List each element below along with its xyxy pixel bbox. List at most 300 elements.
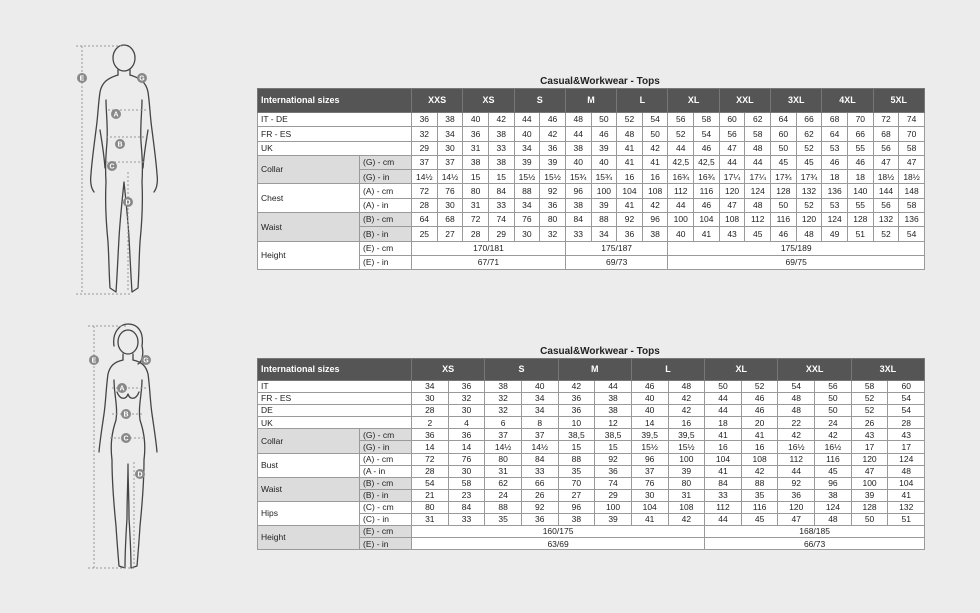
size-cell: 45 <box>796 155 822 169</box>
size-cell: 38 <box>565 198 591 212</box>
size-cell: 28 <box>888 417 925 429</box>
size-cell: 124 <box>815 501 852 513</box>
size-cell: 24 <box>485 489 522 501</box>
header-label: International sizes <box>258 359 412 381</box>
size-cell: 56 <box>815 381 852 393</box>
size-cell: 43 <box>719 227 745 241</box>
size-cell: 144 <box>873 184 899 198</box>
size-header: S <box>485 359 558 381</box>
size-cell: 46 <box>771 227 797 241</box>
height-unit: (E) - cm <box>360 241 412 255</box>
height-range: 168/185 <box>705 526 925 538</box>
size-cell: 44 <box>595 381 632 393</box>
size-cell: 44 <box>705 405 742 417</box>
size-cell: 16 <box>705 441 742 453</box>
measure-unit: (B) - cm <box>360 477 412 489</box>
size-cell: 66 <box>847 127 873 141</box>
size-cell: 37 <box>412 155 438 169</box>
size-cell: 84 <box>565 213 591 227</box>
size-cell: 47 <box>719 198 745 212</box>
size-cell: 18 <box>847 170 873 184</box>
size-cell: 46 <box>847 155 873 169</box>
size-cell: 21 <box>412 489 449 501</box>
size-cell: 38 <box>558 514 595 526</box>
size-cell: 47 <box>851 465 888 477</box>
size-cell: 56 <box>873 141 899 155</box>
measure-unit: (B) - in <box>360 227 412 241</box>
size-header: 3XL <box>851 359 924 381</box>
measure-unit: (A) - cm <box>360 184 412 198</box>
size-cell: 70 <box>558 477 595 489</box>
size-cell: 31 <box>412 514 449 526</box>
size-cell: 84 <box>705 477 742 489</box>
men-table-title: Casual&Workwear - Tops <box>540 76 660 87</box>
size-cell: 64 <box>771 113 797 127</box>
height-range: 175/187 <box>565 241 668 255</box>
size-header: XS <box>412 359 485 381</box>
size-cell: 29 <box>595 489 632 501</box>
size-cell: 30 <box>448 405 485 417</box>
height-unit: (E) - in <box>360 538 412 550</box>
size-cell: 58 <box>899 141 925 155</box>
size-cell: 70 <box>847 113 873 127</box>
size-cell: 84 <box>488 184 514 198</box>
size-cell: 132 <box>888 501 925 513</box>
svg-text:E: E <box>91 357 97 365</box>
size-cell: 100 <box>668 453 705 465</box>
size-cell: 41 <box>617 141 643 155</box>
size-cell: 68 <box>873 127 899 141</box>
size-cell: 41 <box>617 198 643 212</box>
size-cell: 34 <box>521 405 558 417</box>
size-cell: 116 <box>815 453 852 465</box>
size-header: L <box>631 359 704 381</box>
size-cell: 47 <box>899 155 925 169</box>
size-cell: 18½ <box>899 170 925 184</box>
size-cell: 15 <box>488 170 514 184</box>
size-cell: 40 <box>631 393 668 405</box>
size-header: 3XL <box>771 89 822 113</box>
size-header: XL <box>705 359 778 381</box>
size-cell: 116 <box>771 213 797 227</box>
size-cell: 39 <box>591 198 617 212</box>
size-cell: 96 <box>565 184 591 198</box>
size-cell: 12 <box>595 417 632 429</box>
size-cell: 14½ <box>412 170 438 184</box>
size-cell: 36 <box>778 489 815 501</box>
size-cell: 2 <box>412 417 449 429</box>
height-unit: (E) - cm <box>360 526 412 538</box>
size-cell: 40 <box>668 227 694 241</box>
size-cell: 124 <box>745 184 771 198</box>
size-cell: 17¾ <box>796 170 822 184</box>
size-cell: 16½ <box>815 441 852 453</box>
size-cell: 16 <box>668 417 705 429</box>
size-cell: 32 <box>485 393 522 405</box>
measure-label: Hips <box>258 501 360 525</box>
size-cell: 46 <box>591 127 617 141</box>
measure-unit: (A - in <box>360 465 412 477</box>
height-unit: (E) - in <box>360 255 412 269</box>
measure-unit: (C) - in <box>360 514 412 526</box>
size-cell: 50 <box>771 141 797 155</box>
size-cell: 52 <box>873 227 899 241</box>
measure-unit: (G) - cm <box>360 429 412 441</box>
size-cell: 48 <box>668 381 705 393</box>
size-cell: 41 <box>888 489 925 501</box>
size-cell: 33 <box>565 227 591 241</box>
measure-unit: (G) - in <box>360 441 412 453</box>
size-cell: 88 <box>514 184 540 198</box>
size-cell: 49 <box>822 227 848 241</box>
size-cell: 38 <box>485 381 522 393</box>
size-cell: 112 <box>778 453 815 465</box>
size-header: S <box>514 89 565 113</box>
size-cell: 27 <box>437 227 463 241</box>
size-cell: 42 <box>642 198 668 212</box>
size-cell: 64 <box>822 127 848 141</box>
svg-text:A: A <box>119 385 125 393</box>
size-cell: 68 <box>822 113 848 127</box>
size-cell: 46 <box>741 393 778 405</box>
size-header: XXS <box>412 89 463 113</box>
size-cell: 56 <box>719 127 745 141</box>
size-cell: 39 <box>668 465 705 477</box>
size-cell: 28 <box>412 465 449 477</box>
size-cell: 120 <box>778 501 815 513</box>
size-cell: 104 <box>888 477 925 489</box>
size-cell: 30 <box>448 465 485 477</box>
measure-unit: (C) - cm <box>360 501 412 513</box>
size-cell: 36 <box>412 429 449 441</box>
size-cell: 42,5 <box>668 155 694 169</box>
size-cell: 47 <box>873 155 899 169</box>
size-cell: 39 <box>514 155 540 169</box>
size-cell: 34 <box>521 393 558 405</box>
size-cell: 42 <box>642 141 668 155</box>
size-cell: 116 <box>741 501 778 513</box>
row-label: IT <box>258 381 412 393</box>
size-cell: 116 <box>694 184 720 198</box>
row-label: DE <box>258 405 412 417</box>
size-cell: 41 <box>741 429 778 441</box>
size-cell: 74 <box>899 113 925 127</box>
size-cell: 16 <box>741 441 778 453</box>
size-cell: 30 <box>514 227 540 241</box>
size-cell: 92 <box>778 477 815 489</box>
size-cell: 80 <box>412 501 449 513</box>
header-label: International sizes <box>258 89 412 113</box>
size-cell: 43 <box>851 429 888 441</box>
size-cell: 47 <box>778 514 815 526</box>
size-cell: 37 <box>485 429 522 441</box>
svg-text:D: D <box>125 199 131 207</box>
size-cell: 30 <box>631 489 668 501</box>
size-cell: 62 <box>485 477 522 489</box>
size-cell: 96 <box>631 453 668 465</box>
size-cell: 41 <box>694 227 720 241</box>
size-cell: 54 <box>888 393 925 405</box>
size-cell: 14 <box>631 417 668 429</box>
size-cell: 54 <box>694 127 720 141</box>
size-cell: 80 <box>540 213 566 227</box>
size-cell: 58 <box>694 113 720 127</box>
size-cell: 15½ <box>631 441 668 453</box>
measure-label: Bust <box>258 453 360 477</box>
size-cell: 72 <box>412 184 438 198</box>
size-cell: 39,5 <box>631 429 668 441</box>
size-cell: 76 <box>631 477 668 489</box>
size-cell: 46 <box>631 381 668 393</box>
size-cell: 48 <box>796 227 822 241</box>
measure-label: Collar <box>258 155 360 184</box>
size-cell: 108 <box>719 213 745 227</box>
svg-text:A: A <box>113 111 119 119</box>
size-cell: 46 <box>822 155 848 169</box>
size-cell: 40 <box>514 127 540 141</box>
size-cell: 132 <box>796 184 822 198</box>
size-cell: 72 <box>463 213 489 227</box>
size-cell: 38 <box>488 155 514 169</box>
measure-unit: (A) - in <box>360 198 412 212</box>
size-cell: 36 <box>540 198 566 212</box>
size-cell: 52 <box>851 405 888 417</box>
size-cell: 33 <box>705 489 742 501</box>
size-cell: 14½ <box>521 441 558 453</box>
size-cell: 36 <box>463 127 489 141</box>
size-cell: 30 <box>437 141 463 155</box>
size-cell: 52 <box>668 127 694 141</box>
measure-unit: (B) - in <box>360 489 412 501</box>
size-cell: 42 <box>668 405 705 417</box>
size-cell: 15 <box>595 441 632 453</box>
size-cell: 34 <box>514 198 540 212</box>
size-cell: 38 <box>488 127 514 141</box>
size-cell: 52 <box>796 141 822 155</box>
size-cell: 15½ <box>668 441 705 453</box>
size-cell: 38 <box>565 141 591 155</box>
size-cell: 48 <box>815 514 852 526</box>
size-cell: 44 <box>719 155 745 169</box>
size-cell: 37 <box>521 429 558 441</box>
size-cell: 17¾ <box>771 170 797 184</box>
size-cell: 52 <box>851 393 888 405</box>
size-cell: 36 <box>558 405 595 417</box>
size-cell: 27 <box>558 489 595 501</box>
size-cell: 74 <box>595 477 632 489</box>
size-cell: 108 <box>741 453 778 465</box>
height-label: Height <box>258 241 360 270</box>
size-cell: 28 <box>412 405 449 417</box>
size-cell: 80 <box>485 453 522 465</box>
measure-label: Waist <box>258 213 360 242</box>
size-header: XL <box>668 89 719 113</box>
size-cell: 17 <box>851 441 888 453</box>
size-cell: 76 <box>437 184 463 198</box>
size-cell: 10 <box>558 417 595 429</box>
size-cell: 60 <box>771 127 797 141</box>
size-cell: 41 <box>705 429 742 441</box>
size-cell: 58 <box>899 198 925 212</box>
size-cell: 39 <box>540 155 566 169</box>
size-cell: 46 <box>694 141 720 155</box>
size-cell: 56 <box>668 113 694 127</box>
size-cell: 18 <box>822 170 848 184</box>
measure-label: Chest <box>258 184 360 213</box>
size-cell: 128 <box>771 184 797 198</box>
size-cell: 4 <box>448 417 485 429</box>
size-cell: 47 <box>719 141 745 155</box>
men-size-table <box>257 88 925 270</box>
size-cell: 44 <box>514 113 540 127</box>
size-cell: 54 <box>899 227 925 241</box>
size-cell: 33 <box>488 141 514 155</box>
svg-text:G: G <box>139 75 145 83</box>
size-cell: 40 <box>565 155 591 169</box>
size-cell: 54 <box>412 477 449 489</box>
size-cell: 16¾ <box>668 170 694 184</box>
size-cell: 54 <box>888 405 925 417</box>
size-cell: 38 <box>815 489 852 501</box>
size-cell: 104 <box>617 184 643 198</box>
size-cell: 46 <box>540 113 566 127</box>
size-cell: 50 <box>771 198 797 212</box>
size-cell: 45 <box>745 227 771 241</box>
size-cell: 38 <box>595 393 632 405</box>
size-cell: 76 <box>514 213 540 227</box>
size-cell: 20 <box>741 417 778 429</box>
size-cell: 44 <box>668 141 694 155</box>
row-label: FR - ES <box>258 127 412 141</box>
size-cell: 36 <box>617 227 643 241</box>
size-cell: 84 <box>448 501 485 513</box>
size-cell: 96 <box>642 213 668 227</box>
size-cell: 46 <box>741 405 778 417</box>
size-cell: 42 <box>540 127 566 141</box>
size-cell: 80 <box>668 477 705 489</box>
size-cell: 36 <box>448 429 485 441</box>
svg-text:D: D <box>137 471 143 479</box>
size-cell: 31 <box>463 141 489 155</box>
size-cell: 45 <box>771 155 797 169</box>
size-cell: 53 <box>822 141 848 155</box>
size-cell: 31 <box>485 465 522 477</box>
size-cell: 41 <box>642 155 668 169</box>
size-cell: 92 <box>595 453 632 465</box>
size-cell: 148 <box>899 184 925 198</box>
size-cell: 32 <box>540 227 566 241</box>
size-cell: 33 <box>488 198 514 212</box>
size-cell: 88 <box>558 453 595 465</box>
size-cell: 120 <box>851 453 888 465</box>
row-label: IT - DE <box>258 113 412 127</box>
size-cell: 66 <box>521 477 558 489</box>
size-header: XXL <box>778 359 851 381</box>
size-cell: 38 <box>437 113 463 127</box>
size-cell: 108 <box>668 501 705 513</box>
size-cell: 88 <box>741 477 778 489</box>
size-cell: 16¾ <box>694 170 720 184</box>
size-cell: 38 <box>595 405 632 417</box>
size-cell: 42,5 <box>694 155 720 169</box>
size-cell: 72 <box>873 113 899 127</box>
size-cell: 26 <box>521 489 558 501</box>
height-range: 69/73 <box>565 255 668 269</box>
size-cell: 16 <box>617 170 643 184</box>
size-cell: 52 <box>796 198 822 212</box>
size-cell: 52 <box>741 381 778 393</box>
size-cell: 35 <box>741 489 778 501</box>
height-range: 67/71 <box>412 255 566 269</box>
measure-label: Waist <box>258 477 360 501</box>
size-cell: 32 <box>448 393 485 405</box>
size-cell: 76 <box>448 453 485 465</box>
size-cell: 50 <box>642 127 668 141</box>
size-cell: 14 <box>448 441 485 453</box>
size-cell: 31 <box>463 198 489 212</box>
height-label: Height <box>258 526 360 550</box>
size-cell: 36 <box>595 465 632 477</box>
size-cell: 34 <box>412 381 449 393</box>
size-cell: 15 <box>558 441 595 453</box>
size-cell: 25 <box>412 227 438 241</box>
size-cell: 30 <box>412 393 449 405</box>
size-cell: 56 <box>873 198 899 212</box>
size-cell: 104 <box>631 501 668 513</box>
size-cell: 44 <box>778 465 815 477</box>
row-label: UK <box>258 141 412 155</box>
size-cell: 112 <box>705 501 742 513</box>
size-cell: 29 <box>488 227 514 241</box>
size-cell: 88 <box>591 213 617 227</box>
size-cell: 28 <box>463 227 489 241</box>
size-cell: 48 <box>778 405 815 417</box>
size-cell: 55 <box>847 141 873 155</box>
size-cell: 50 <box>851 514 888 526</box>
size-cell: 48 <box>745 198 771 212</box>
size-cell: 34 <box>437 127 463 141</box>
size-cell: 14½ <box>485 441 522 453</box>
size-cell: 38 <box>642 227 668 241</box>
size-cell: 53 <box>822 198 848 212</box>
size-cell: 15¾ <box>591 170 617 184</box>
row-label: FR - ES <box>258 393 412 405</box>
size-cell: 40 <box>521 381 558 393</box>
size-cell: 37 <box>437 155 463 169</box>
size-cell: 96 <box>558 501 595 513</box>
size-cell: 100 <box>595 501 632 513</box>
size-cell: 74 <box>488 213 514 227</box>
size-cell: 120 <box>796 213 822 227</box>
size-cell: 39 <box>595 514 632 526</box>
size-cell: 14½ <box>437 170 463 184</box>
size-cell: 33 <box>448 514 485 526</box>
size-cell: 112 <box>668 184 694 198</box>
size-cell: 22 <box>778 417 815 429</box>
size-cell: 43 <box>888 429 925 441</box>
size-cell: 42 <box>741 465 778 477</box>
size-cell: 32 <box>412 127 438 141</box>
size-cell: 6 <box>485 417 522 429</box>
size-cell: 92 <box>521 501 558 513</box>
size-cell: 36 <box>448 381 485 393</box>
size-cell: 58 <box>448 477 485 489</box>
size-cell: 54 <box>778 381 815 393</box>
svg-text:B: B <box>117 141 123 149</box>
size-cell: 46 <box>694 198 720 212</box>
height-range: 175/189 <box>668 241 924 255</box>
size-cell: 15¾ <box>565 170 591 184</box>
